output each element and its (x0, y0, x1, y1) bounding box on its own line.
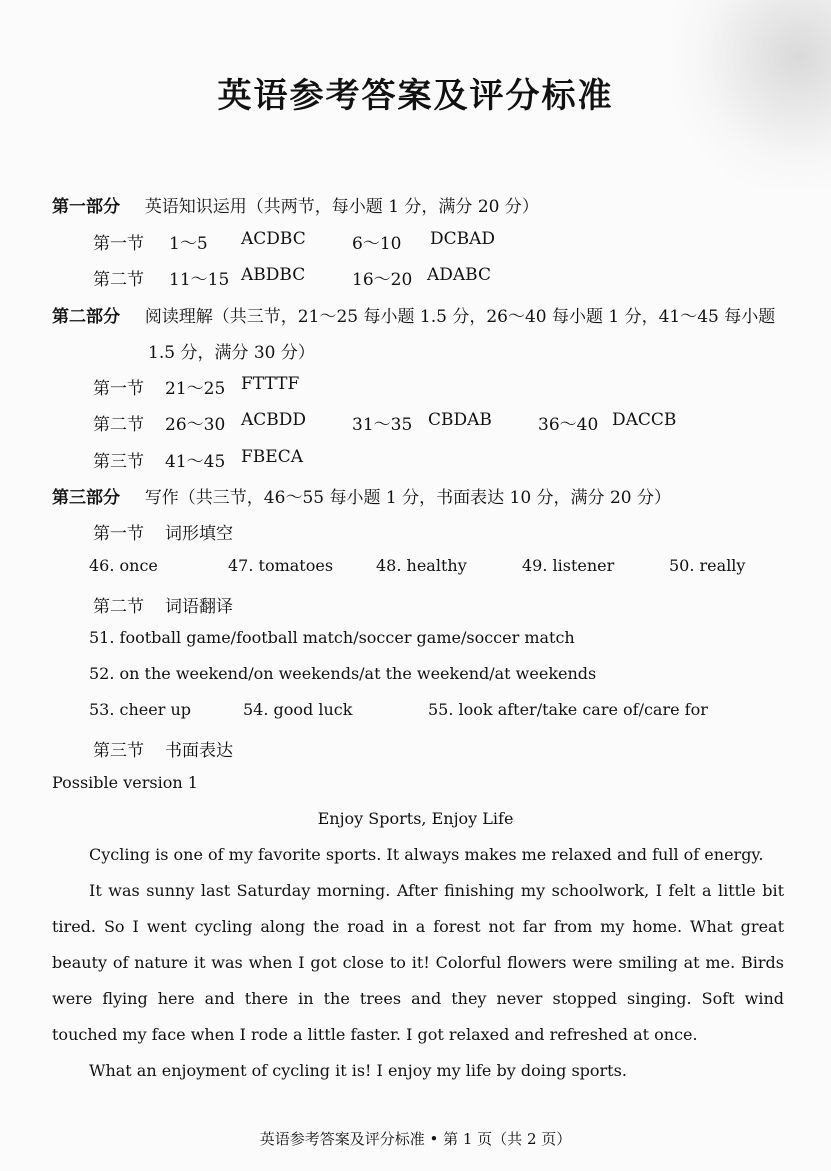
answer-50: 50. really (669, 556, 746, 575)
part3-label: 第三部分 (52, 488, 120, 508)
part2-sec3-range1: 41～45 (165, 452, 226, 472)
part2-sec1-label: 第一节 (93, 379, 144, 399)
essay-paragraph-1: Cycling is one of my favorite sports. It always makes me relaxed and full of energy. (89, 845, 764, 864)
part1-sec1-label: 第一节 (93, 234, 144, 254)
part3-sec1-label: 第一节 (93, 524, 144, 544)
part2-sec2-answers2: CBDAB (428, 410, 492, 430)
part3-heading: 写作（共三节，46～55 每小题 1 分，书面表达 10 分，满分 20 分） (144, 488, 671, 508)
answer-47: 47. tomatoes (228, 556, 334, 575)
part2-sec2-label: 第二节 (93, 415, 144, 435)
part1-heading: 英语知识运用（共两节，每小题 1 分，满分 20 分） (144, 197, 539, 217)
part1-sec1-answers1: ACDBC (241, 229, 306, 249)
answer-55: 55. look after/take care of/care for (428, 700, 708, 719)
part2-sec1-range1: 21～25 (165, 379, 226, 399)
answer-53: 53. cheer up (89, 700, 192, 719)
part1-label: 第一部分 (52, 197, 120, 217)
essay-paragraph-3: What an enjoyment of cycling it is! I enjoy my life by doing sports. (89, 1061, 627, 1080)
part1-sec1-answers2: DCBAD (430, 229, 496, 249)
part2-sec2-range1: 26～30 (165, 415, 226, 435)
answer-51: 51. football game/football match/soccer game/soccer match (89, 628, 575, 647)
essay-paragraph-2: It was sunny last Saturday morning. After finishing my schoolwork, I felt a little bit tired. So I went cycling along the road in a forest not far from my home. What great beauty of nature it was when I got close to it! Colorful flowers were smiling at me. Birds were flying here and there in the trees and they never stopped singing. Soft wind touched my face when I rode a little faster. I got relaxed and refreshed at once. (52, 881, 784, 1044)
part2-sec2-range2: 31～35 (352, 415, 413, 435)
part1-heading-row (52, 192, 539, 217)
part2-sec2-answers1: ACBDD (241, 410, 307, 430)
part2-sec2-answers3: DACCB (612, 410, 677, 430)
answer-52: 52. on the weekend/on weekends/at the weekend/at weekends (89, 664, 597, 683)
part1-sec1-range2: 6～10 (352, 234, 402, 254)
part3-sec2-name: 词语翻译 (165, 597, 233, 617)
essay-version-label: Possible version 1 (52, 773, 198, 792)
part2-sec3-answers1: FBECA (241, 447, 303, 467)
part2-sec3-label: 第三节 (93, 452, 144, 472)
part3-sec3-name: 书面表达 (165, 741, 233, 761)
part2-heading-line2: 1.5 分，满分 30 分） (148, 343, 315, 363)
part1-sec2-answers2: ADABC (427, 265, 491, 285)
part1-sec1-range1: 1～5 (169, 234, 208, 254)
page-footer: 英语参考答案及评分标准 • 第 1 页（共 2 页） (259, 1130, 572, 1148)
answer-48: 48. healthy (376, 556, 467, 575)
part2-label: 第二部分 (52, 307, 120, 327)
answer-49: 49. listener (522, 556, 615, 575)
part1-sec2-label: 第二节 (93, 270, 144, 290)
part3-sec3-label: 第三节 (93, 741, 144, 761)
part2-heading-line1: 阅读理解（共三节，21～25 每小题 1.5 分，26～40 每小题 1 分，41～45 每小题 (144, 307, 776, 327)
essay-title: Enjoy Sports, Enjoy Life (317, 809, 514, 828)
page-title: 英语参考答案及评分标准 (217, 76, 614, 116)
part3-sec2-label: 第二节 (93, 597, 144, 617)
part3-sec1-name: 词形填空 (165, 524, 233, 544)
part3-heading-row (52, 483, 671, 508)
part2-heading-row (52, 302, 775, 327)
answer-54: 54. good luck (243, 700, 353, 719)
answer-46: 46. once (89, 556, 158, 575)
part2-sec1-answers1: FTTTF (241, 374, 300, 394)
part1-sec2-range2: 16～20 (352, 270, 413, 290)
part2-sec2-range3: 36～40 (538, 415, 599, 435)
part1-sec2-answers1: ABDBC (241, 265, 306, 285)
part1-sec2-range1: 11～15 (169, 270, 230, 290)
